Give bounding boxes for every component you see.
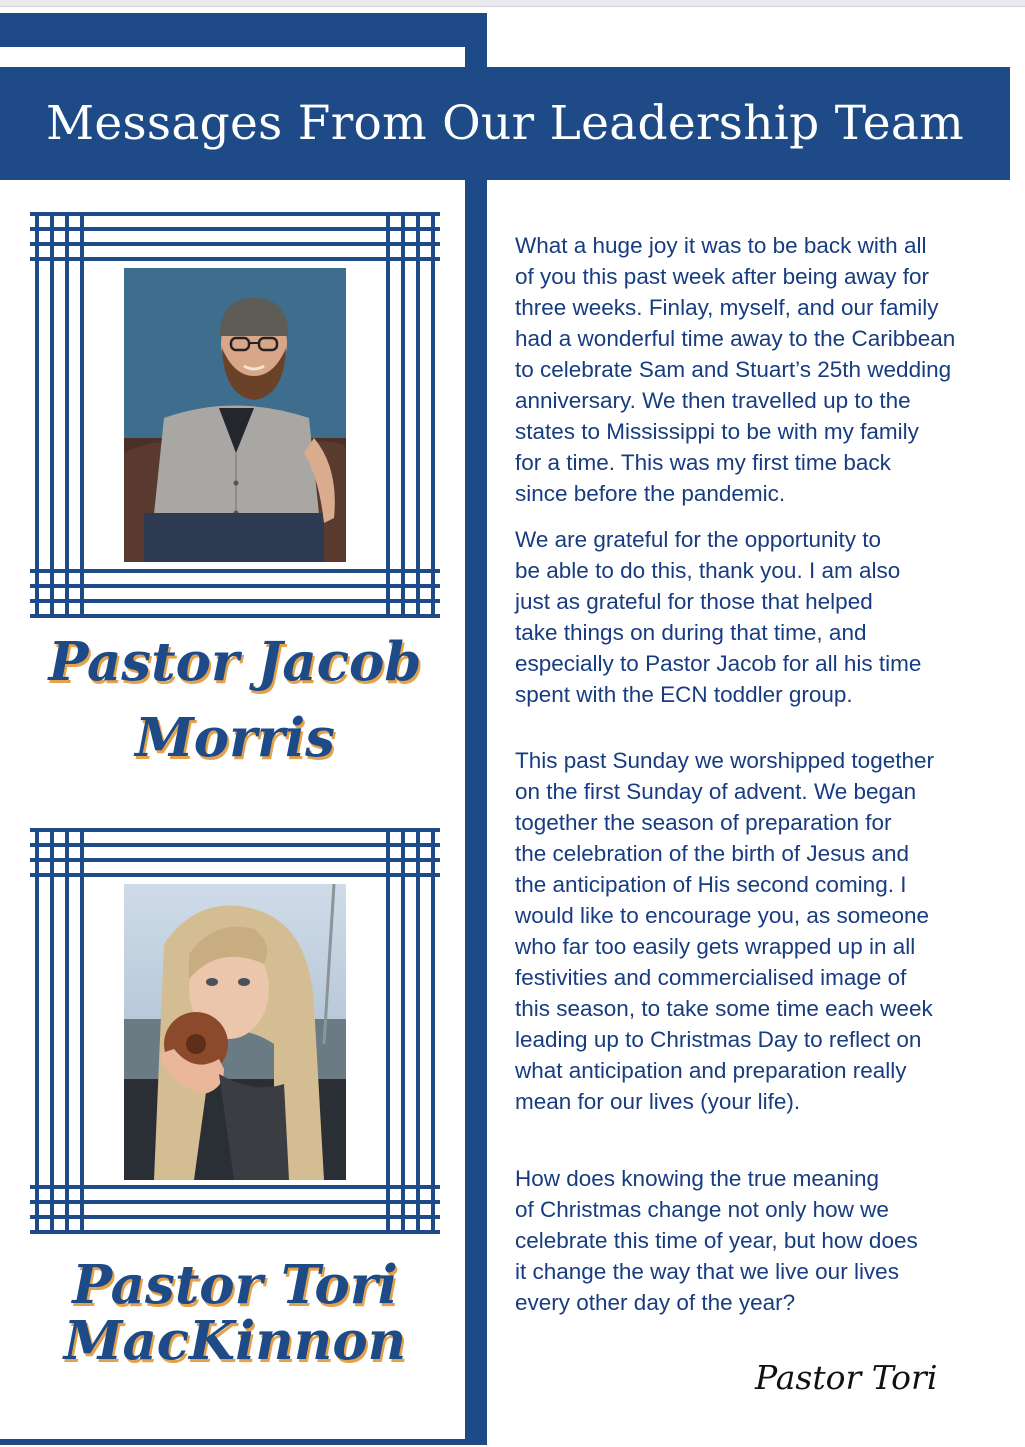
plaid-stripe <box>80 828 84 1234</box>
plaid-stripe <box>30 227 440 231</box>
leader-name-line1: Pastor Jacob <box>48 631 422 693</box>
plaid-stripe <box>30 1185 440 1189</box>
plaid-stripe <box>431 212 435 618</box>
plaid-stripe <box>35 828 39 1234</box>
plaid-stripe <box>30 257 440 261</box>
leader-name-line1: Pastor Tori <box>72 1254 398 1316</box>
page-title: Messages From Our Leadership Team <box>45 96 965 151</box>
plaid-stripe <box>416 828 420 1234</box>
message-paragraph-3: This past Sunday we worshipped together on the first Sunday of advent. We began together the season of preparation for the celebration of the birth of Jesus and the anticipation of His second coming. I would like to encourage you, as someone who far too easily gets wrapped up in all festivities and commercialised image of this season, to take some time each week leading up to Christmas Day to reflect on what anticipation and preparation really mean for our lives (your life). <box>515 748 934 1114</box>
plaid-stripe <box>30 614 440 618</box>
top-edge <box>0 0 1025 7</box>
message-paragraph-4: How does knowing the true meaning of Christmas change not only how we celebrate this time of year, but how does it change the way that we live our lives every other day of the year? <box>515 1166 918 1315</box>
plaid-stripe <box>30 1215 440 1219</box>
plaid-stripe <box>386 212 390 618</box>
plaid-stripe <box>30 242 440 246</box>
leader-name-line2: MacKinnon <box>63 1310 407 1372</box>
man-with-beanie-photo-icon <box>124 268 346 562</box>
plaid-stripe <box>30 584 440 588</box>
plaid-stripe <box>386 828 390 1234</box>
plaid-stripe <box>30 843 440 847</box>
plaid-stripe <box>30 858 440 862</box>
plaid-stripe <box>416 212 420 618</box>
signature: Pastor Tori <box>755 1358 938 1397</box>
plaid-stripe <box>30 212 440 216</box>
leader-name-tori <box>20 1256 450 1370</box>
photo-jacob-morris <box>124 268 346 562</box>
plaid-stripe <box>30 569 440 573</box>
plaid-stripe <box>30 828 440 832</box>
plaid-stripe <box>35 212 39 618</box>
plaid-stripe <box>65 212 69 618</box>
plaid-stripe <box>80 212 84 618</box>
plaid-stripe <box>50 212 54 618</box>
plaid-stripe <box>30 599 440 603</box>
plaid-stripe <box>50 828 54 1234</box>
plaid-stripe <box>30 1230 440 1234</box>
plaid-stripe <box>401 212 405 618</box>
leader-name-line2: Morris <box>135 707 335 769</box>
woman-eating-donut-photo-icon <box>124 884 346 1180</box>
photo-tori-mackinnon <box>124 884 346 1180</box>
plaid-stripe <box>431 828 435 1234</box>
plaid-stripe <box>30 873 440 877</box>
message-paragraph-2: We are grateful for the opportunity to be able to do this, thank you. I am also just as grateful for those that helped take things on during that time, and especially to Pastor Jacob for all his time spent with the ECN toddler group. <box>515 527 922 707</box>
leader-name-jacob <box>20 633 450 767</box>
message-paragraph-1: What a huge joy it was to be back with all of you this past week after being away for three weeks. Finlay, myself, and our family had a wonderful time away to the Caribbean to celebrate Sam and Stuart’s 25th wedding anniversary. We then travelled up to the states to Mississippi to be with my family for a time. This was my first time back since before the pandemic. <box>515 233 956 506</box>
plaid-stripe <box>65 828 69 1234</box>
plaid-stripe <box>30 1200 440 1204</box>
plaid-stripe <box>401 828 405 1234</box>
